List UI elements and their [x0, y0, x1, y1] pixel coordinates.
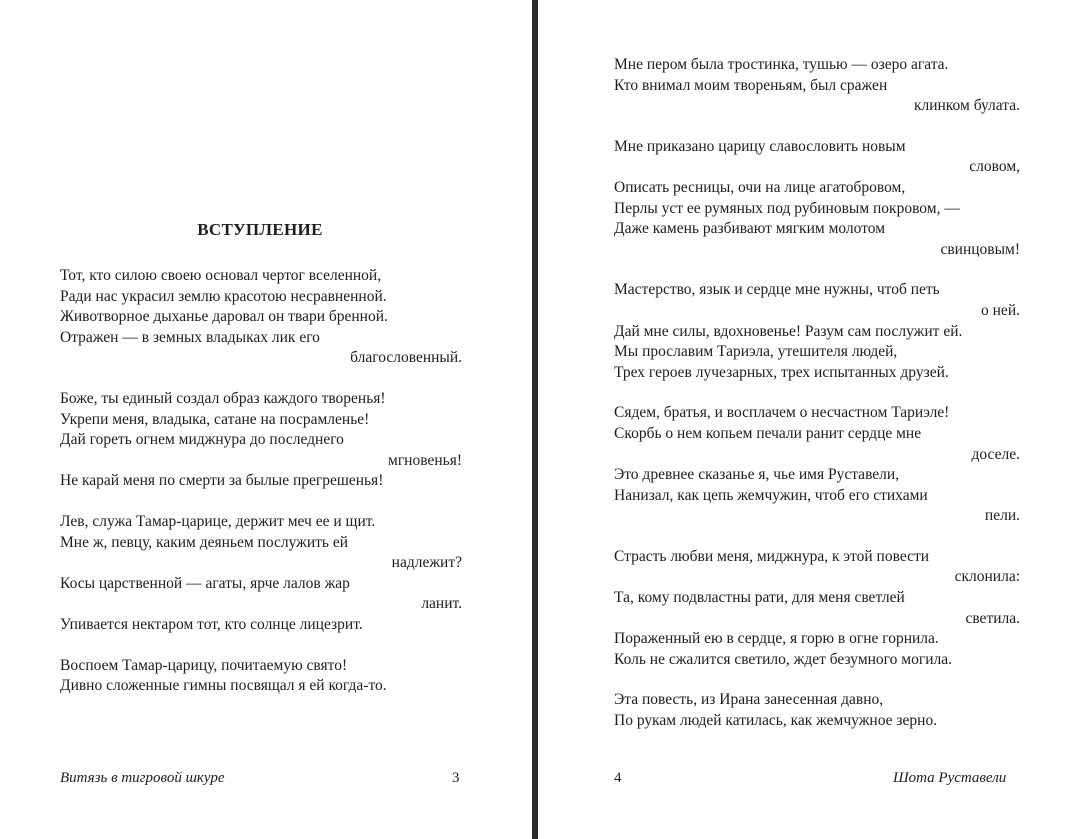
stanza	[614, 403, 1020, 527]
verse-line: Воспоем Тамар-царицу, почитаемую свято!	[60, 656, 348, 674]
right-poem	[614, 55, 1020, 752]
verse-line-continuation: благословенный.	[350, 349, 462, 367]
verse-line-continuation: пели.	[984, 507, 1020, 525]
verse-line: Кто внимал моим твореньям, был сражен	[614, 76, 888, 94]
verse-line: Упивается нектаром тот, кто солнце лицезрит.	[60, 615, 363, 633]
left-poem	[60, 266, 462, 717]
verse-line: Трех героев лучезарных, трех испытанных друзей.	[614, 363, 949, 381]
verse-line: Боже, ты единый создал образ каждого творенья!	[60, 389, 386, 407]
verse-line: Та, кому подвластны рати, для меня светлей	[614, 589, 905, 607]
verse-line: Отражен — в земных владыках лик его	[60, 328, 320, 346]
verse-line-continuation: ланит.	[421, 595, 462, 613]
stanza	[60, 512, 462, 636]
verse-line: Косы царственной — агаты, ярче лалов жар	[60, 574, 350, 592]
running-footer-book-title: Витязь в тигровой шкуре	[60, 770, 225, 786]
verse-line-continuation: о ней.	[981, 301, 1020, 319]
verse-line: Ради нас украсил землю красотою несравненной.	[60, 287, 387, 305]
verse-line: Мне пером была тростинка, тушью — озеро агата.	[614, 56, 949, 73]
verse-line: Коль не сжалится светило, ждет безумного могила.	[614, 650, 952, 668]
verse-line: Мне приказано царицу славословить новым	[614, 137, 906, 155]
verse-line: Сядем, братья, и восплачем о несчастном Тариэле!	[614, 404, 950, 422]
verse-line-continuation: склонила:	[954, 568, 1020, 586]
verse-line: Мы прославим Тариэла, утешителя людей,	[614, 343, 898, 361]
stanza	[60, 656, 462, 697]
verse-line: Страсть любви меня, миджнура, к этой повести	[614, 547, 930, 565]
verse-line: Эта повесть, из Ирана занесенная давно,	[614, 691, 884, 709]
stanza	[614, 547, 1020, 671]
verse-line-continuation: словом,	[969, 158, 1020, 176]
stanza	[60, 266, 462, 369]
verse-line: Нанизал, как цепь жемчужин, чтоб его стихами	[614, 486, 928, 504]
page-title: ВСТУПЛЕНИЕ	[197, 220, 323, 239]
verse-line: Дай мне силы, вдохновенье! Разум сам послужит ей.	[614, 322, 963, 340]
stanza	[614, 690, 1020, 731]
verse-line: Это древнее сказанье я, чье имя Руставели,	[614, 466, 900, 484]
verse-line: Тот, кто силою своею основал чертог вселенной,	[60, 267, 382, 284]
verse-line: Дай гореть огнем миджнура до последнего	[60, 431, 344, 449]
verse-line: Лев, служа Тамар-царице, держит меч ее и щит.	[60, 512, 376, 530]
verse-line-continuation: свинцовым!	[940, 240, 1020, 258]
verse-line: Скорбь о нем копьем печали ранит сердце мне	[614, 424, 922, 442]
stanza	[614, 137, 1020, 261]
verse-line: Пораженный ею в сердце, я горю в огне горнила.	[614, 630, 939, 648]
verse-line: Не карай меня по смерти за былые прегрешенья!	[60, 472, 384, 490]
verse-line-continuation: мгновенья!	[388, 451, 462, 469]
stanza	[614, 55, 1020, 117]
verse-line: Перлы уст ее румяных под рубиновым покровом, —	[614, 199, 960, 217]
verse-line: Животворное дыханье даровал он твари бренной.	[60, 308, 388, 326]
verse-line: По рукам людей катилась, как жемчужное зерно.	[614, 712, 938, 730]
verse-line: Даже камень разбивают мягким молотом	[614, 220, 886, 238]
verse-line: Описать ресницы, очи на лице агатобровом,	[614, 178, 906, 196]
stanza	[60, 389, 462, 492]
running-footer-author: Шота Руставели	[893, 770, 1007, 786]
verse-line-continuation: доселе.	[971, 445, 1020, 463]
page-number-left: 3	[452, 770, 460, 786]
verse-line: Мастерство, язык и сердце мне нужны, чтоб петь	[614, 281, 940, 299]
verse-line: Дивно сложенные гимны посвящал я ей когда-то.	[60, 677, 387, 695]
page-number-right: 4	[614, 770, 622, 786]
verse-line: Укрепи меня, владыка, сатане на посрамленье!	[60, 410, 370, 428]
stanza	[614, 280, 1020, 383]
verse-line: Мне ж, певцу, каким деяньем послужить ей	[60, 533, 349, 551]
verse-line-continuation: клинком булата.	[913, 97, 1020, 115]
right-page	[538, 0, 1074, 839]
verse-line-continuation: светила.	[965, 609, 1020, 627]
left-page	[0, 0, 532, 839]
verse-line-continuation: надлежит?	[391, 554, 462, 572]
